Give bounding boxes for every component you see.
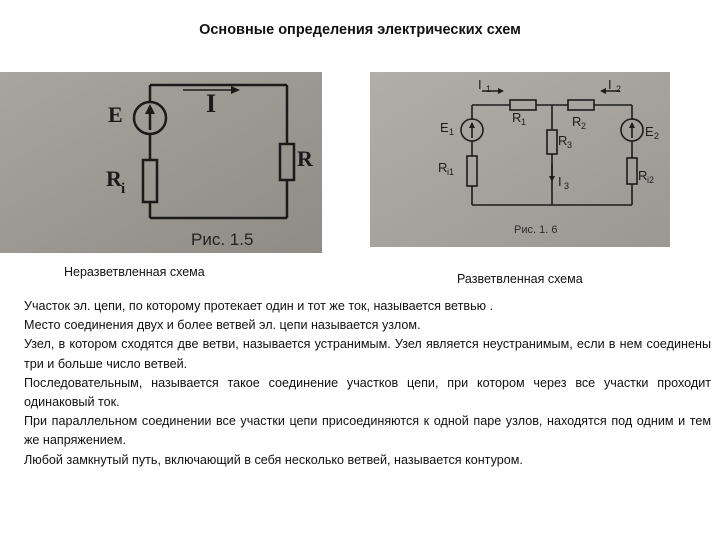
label-r3: R: [558, 133, 568, 148]
label-ri1: R: [438, 160, 448, 175]
label-e2: E: [645, 124, 654, 139]
label-e2-sub: 2: [654, 131, 660, 141]
label-r2-sub: 2: [581, 121, 587, 131]
label-i1-sub: 1: [486, 84, 492, 94]
definition-loop: Любой замкнутый путь, включающий в себя несколько ветвей, называется контуром.: [24, 452, 523, 467]
label-i: I: [206, 89, 217, 118]
unbranched-circuit-diagram: [0, 72, 322, 253]
label-i3-sub: 3: [564, 181, 570, 191]
label-ri: R: [106, 166, 122, 191]
definition-removable-node: Узел, в котором сходятся две ветви, называется устранимым. Узел является неустранимым, если в нем соединены три и больше число ветвей.: [24, 337, 711, 371]
label-r2: R: [572, 114, 582, 129]
figure-caption-1: Рис. 1.5: [191, 230, 254, 249]
caption-unbranched: Неразветвленная схема: [64, 265, 205, 279]
label-r3-sub: 3: [567, 140, 573, 150]
label-ri1-sub: i1: [447, 167, 455, 177]
branched-circuit-diagram: [370, 72, 670, 247]
caption-branched: Разветвленная схема: [457, 272, 583, 286]
definition-branch: Участок эл. цепи, по которому протекает один и тот же ток, называется ветвью .: [24, 299, 494, 313]
label-e1: E: [440, 120, 449, 135]
label-ri-sub: i: [121, 181, 126, 197]
label-i3: I: [558, 174, 562, 189]
definition-parallel: При параллельном соединении все участки цепи присоединяются к одной паре узлов, находятся под одним и тем же напряжением.: [24, 414, 711, 448]
label-i1: I: [478, 77, 482, 92]
label-i2-sub: 2: [616, 84, 622, 94]
label-ri2: R: [638, 168, 648, 183]
label-e1-sub: 1: [449, 127, 455, 137]
label-r: R: [297, 146, 313, 171]
branched-circuit-photo: [370, 72, 670, 247]
label-r1-sub: 1: [521, 117, 527, 127]
definitions-text: [24, 297, 711, 470]
label-i2: I: [608, 77, 612, 92]
definition-series: Последовательным, называется такое соединение участков цепи, при котором через все участки проходит одинаковый ток.: [24, 375, 711, 410]
unbranched-circuit-photo: [0, 72, 322, 253]
page-title: Основные определения электрических схем: [199, 22, 521, 38]
label-e: E: [108, 102, 123, 127]
figure-caption-2: Рис. 1. 6: [514, 224, 558, 236]
label-ri2-sub: i2: [647, 175, 655, 185]
definition-node: Место соединения двух и более ветвей эл. цепи называется узлом.: [24, 318, 421, 333]
label-r1: R: [512, 110, 522, 125]
